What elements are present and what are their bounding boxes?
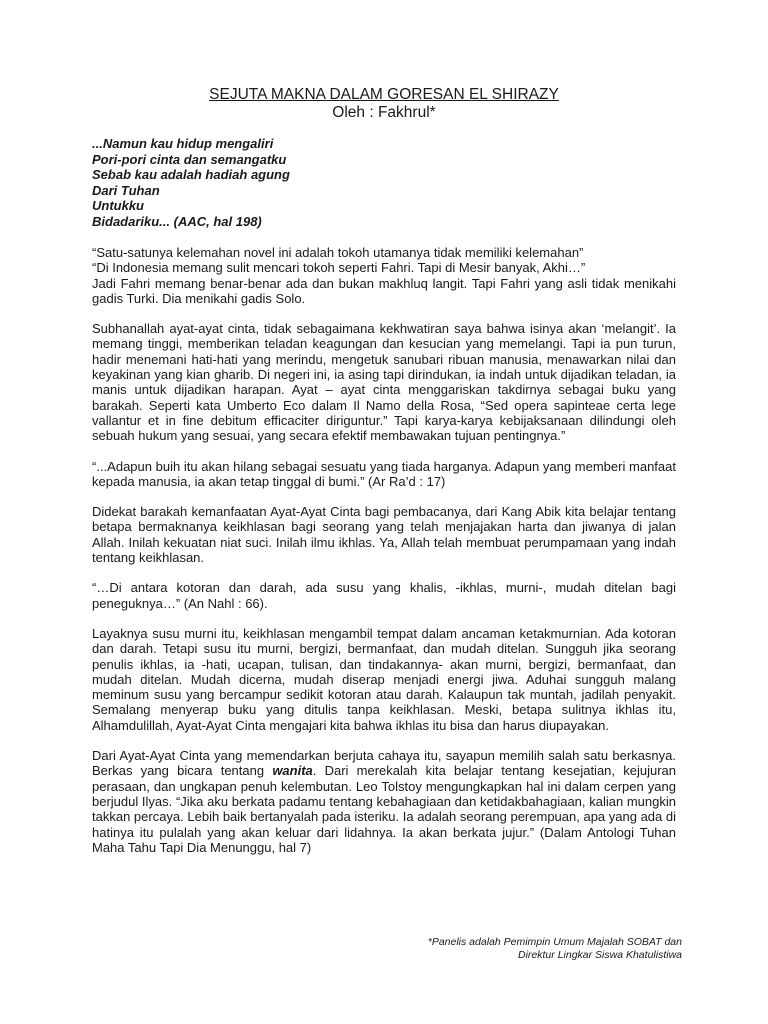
quran-quote: “...Adapun buih itu akan hilang sebagai sesuatu yang tiada harganya. Adapun yang memberi manfaat kepada manusia, ia akan tetap tinggal di bumi.” (Ar Ra’d : 17) [92,458,676,489]
emphasized-word: wanita [272,763,313,779]
opening-quotes [92,245,676,306]
poem-line: Dari Tuhan [92,182,160,198]
paragraph-text: Dari Ayat-Ayat Cinta yang memendarkan berjuta cahaya itu, sayapun memilih salah satu berkasnya. Berkas yang bicara tentang [92,748,676,779]
paragraph: Subhanallah ayat-ayat cinta, tidak sebagaimana kekhwatiran saya bahwa isinya akan ‘melangit’. Ia memang tinggi, memberikan teladan keagungan dan kesucian yang memelangi. Tapi ia pun turun, hadir menemani hati-hati yang merindu, mengetuk sanubari ribuan manusia, menawarkan nilai dan keyakinan yang kian gharib. Di negeri ini, ia asing tapi dirindukan, ia indah untuk dijadikan teladan, ia manis untuk dijadikan harapan. Ayat – ayat cinta menggariskan takdirnya sebagai buku yang barakah. Seperti kata Umberto Eco dalam Il Namo della Rosa, “Sed opera sapinteae certa lege vallantur et in fine debitum efficaciter diriguntur.” Tapi karya-karya kebijaksanaan dilindungi oleh sebuah hukum yang sesuai, yang secara efektif membawakan tujuan pentingnya.” [92,321,676,444]
poem-line: Bidadariku... (AAC, hal 198) [92,213,262,229]
poem-line: Sebab kau adalah hadiah agung [92,167,290,182]
poem-line: Pori-pori cinta dan semangatku [92,151,287,167]
document-page [92,86,676,870]
author-line: Oleh : Fakhrul* [332,104,436,121]
footnote-line: *Panelis adalah Pemimpin Umum Majalah SOBAT dan [427,936,682,948]
quote-line: “Satu-satunya kelemahan novel ini adalah tokoh utamanya tidak memiliki kelemahan” [92,245,584,260]
quran-quote: “…Di antara kotoran dan darah, ada susu yang khalis, -ikhlas, murni-, mudah ditelan bagi peneguknya…” (An Nahl : 66). [92,580,676,611]
paragraph: Jadi Fahri memang benar-benar ada dan bukan makhluq langit. Tapi Fahri yang asli tidak menikahi gadis Turki. Dia menikahi gadis Solo. [92,275,676,306]
poem-line: ...Namun kau hidup mengaliri [92,136,274,151]
poem-line: Untukku [92,198,144,213]
document-title: SEJUTA MAKNA DALAM GORESAN EL SHIRAZY [209,86,559,103]
paragraph [92,748,676,855]
paragraph: Layaknya susu murni itu, keikhlasan mengambil tempat dalam ancaman ketakmurnian. Ada kotoran dan darah. Tetapi susu itu murni, bergizi, bermanfaat, dan mudah ditelan. Sungguh jika seorang penulis ikhlas, ia -hati, ucapan, tulisan, dan tindakannya- akan murni, bergizi, bermanfaat, dan mudah ditelan. Mudah dicerna, mudah diserap menjadi energi jiwa. Aduhai sungguh malang meminum susu yang bercampur sedikit kotoran atau darah. Kalaupun tak muntah, jadilah penyakit. Semalang menyerap buku yang ditulis tanpa keikhlasan. Meski, betapa sulitnya ikhlas itu, Alhamdulillah, Ayat-Ayat Cinta mengajari kita bahwa ikhlas itu bisa dan harus diupayakan. [92,625,676,733]
paragraph: Didekat barakah kemanfaatan Ayat-Ayat Cinta bagi pembacanya, dari Kang Abik kita belajar tentang betapa bermaknanya keikhlasan bagi seorang yang telah menjajakan harta dan jiwanya di jalan Allah. Inilah kekuatan niat suci. Inilah ilmu ikhlas. Ya, Allah telah membuat perumpamaan yang indah tentang keikhlasan. [92,504,676,566]
paragraph-text: . Dari merekalah kita belajar tentang kesejatian, kejujuran perasaan, dan ungkapan penuh kelembutan. Leo Tolstoy mengungkapkan hal ini dalam cerpen yang berjudul Ilyas. “Jika aku berkata padamu tentang kebahagiaan dan ketidakbahagiaan, kalian mungkin takkan percaya. Lebih baik bertanyalah pada isteriku. Ia adalah seorang perempuan, apa yang ada di hatinya itu pulalah yang akan keluar dari lidahnya. Ia akan berkata jujur.” (Dalam Antologi Tuhan Maha Tahu Tapi Dia Menunggu, hal 7) [92,763,676,855]
opening-poem [92,136,676,229]
footnote [360,936,682,961]
footnote-line: Direktur Lingkar Siswa Khatulistiwa [518,948,682,961]
quote-line: “Di Indonesia memang sulit mencari tokoh seperti Fahri. Tapi di Mesir banyak, Akhi…” [92,260,586,276]
